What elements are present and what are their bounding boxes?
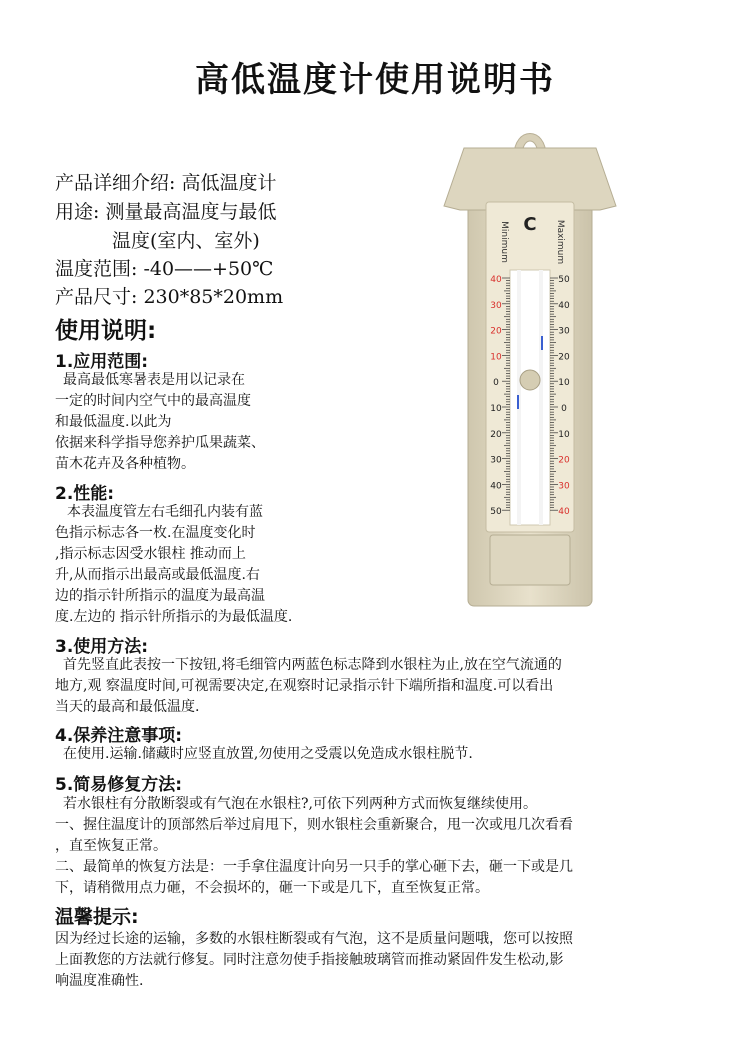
thermometer-cap: [444, 148, 616, 210]
tips-text: [55, 929, 573, 992]
scale-label: 0: [493, 378, 499, 389]
section5-line: ，直至恢复正常。: [55, 838, 167, 854]
scale-label: 40: [490, 481, 502, 492]
scale-label: 20: [558, 455, 570, 466]
scale-label: 20: [490, 429, 502, 440]
tips-line: 因为经过长途的运输，多数的水银柱断裂或有气泡，这不是质量问题哦，您可以按照: [55, 931, 573, 947]
section2-line: 度.左边的 指示针所指示的为最低温度.: [55, 609, 293, 625]
section2-text: [55, 502, 292, 628]
section1-line: 和最低温度.以此为: [55, 414, 172, 430]
intro-usage-line: 用途: 测量最高温度与最低: [55, 201, 277, 223]
celsius-label: C: [523, 214, 537, 235]
right-capillary: [539, 270, 543, 525]
section1-heading: 1.应用范围:: [55, 352, 149, 372]
section2-line: ,指示标志因受水银柱 推动而上: [55, 546, 246, 562]
section3-heading: 3.使用方法:: [55, 637, 149, 657]
scale-label: 20: [490, 326, 502, 337]
section1-line: 一定的时间内空气中的最高温度: [55, 393, 251, 409]
section5-text: [55, 794, 573, 899]
section4-text: [55, 744, 473, 765]
scale-label: 30: [490, 300, 502, 311]
section2-line: 本表温度管左右毛细孔内装有蓝: [67, 504, 263, 520]
scale-label: 10: [490, 352, 502, 363]
section5-line: 下，请稍微用点力砸，不会损坏的，砸一下或是几下，直至恢复正常。: [55, 880, 489, 896]
scale-label: 50: [490, 507, 502, 518]
section1-line: 依据来科学指导您养护瓜果蔬菜、: [55, 435, 265, 451]
section2-line: 升,从而指示出最高或最低温度.右: [55, 567, 260, 583]
scale-label: 30: [490, 455, 502, 466]
section2-heading: 2.性能:: [55, 484, 115, 504]
section1-line: 最高最低寒暑表是用以记录在: [63, 372, 245, 388]
tips-line: 上面教您的方法就行修复。同时注意勿使手指接触玻璃管而推动紧固件发生松动,影: [55, 952, 564, 968]
section5-line: 一、握住温度计的顶部然后举过肩甩下，则水银柱会重新聚合，甩一次或甩几次看看: [55, 817, 573, 833]
section3-line: 当天的最高和最低温度.: [55, 699, 200, 715]
scale-label: 30: [558, 326, 570, 337]
scale-label: 10: [558, 378, 570, 389]
thermometer-image: [440, 130, 620, 610]
scale-label: 40: [558, 300, 570, 311]
intro-range-line: 温度范围: -40——+50℃: [55, 258, 274, 280]
page-title: 高低温度计使用说明书: [195, 60, 555, 100]
section5-line: 若水银柱有分散断裂或有气泡在水银柱?,可依下列两种方式而恢复继续使用。: [63, 796, 537, 812]
section3-text: [55, 655, 562, 718]
min-indicator: [517, 395, 519, 409]
scale-label: 10: [490, 404, 502, 414]
section2-line: 色指示标志各一枚.在温度变化时: [55, 525, 256, 541]
section2-line: 边的指示针所指示的温度为最高温: [55, 588, 265, 604]
scale-label: 10: [558, 429, 570, 440]
scale-label: 50: [558, 275, 570, 285]
section4-line: 在使用.运输.储藏时应竖直放置,勿使用之受震以免造成水银柱脱节.: [63, 746, 473, 762]
section4-heading: 4.保养注意事项:: [55, 726, 183, 746]
scale-label: 20: [558, 352, 570, 363]
intro-usage-line-2: 温度(室内、室外): [112, 230, 260, 252]
reset-button[interactable]: [520, 370, 540, 390]
minimum-label: Minimum: [499, 221, 509, 263]
section3-line: 首先竖直此表按一下按钮,将毛细管内两蓝色标志降到水银柱为止,放在空气流通的: [63, 657, 562, 673]
scale-label: 0: [561, 404, 567, 414]
section5-line: 二、最简单的恢复方法是：一手拿住温度计向另一只手的掌心砸下去，砸一下或是几: [55, 859, 573, 875]
usage-heading: 使用说明:: [55, 318, 157, 344]
section3-line: 地方,观 察温度时间,可视需要决定,在观察时记录指示针下端所指和温度.可以看出: [55, 678, 554, 694]
scale-label: 40: [558, 507, 570, 518]
section1-text: [55, 370, 265, 475]
intro-size-line: 产品尺寸: 230*85*20mm: [55, 286, 284, 308]
section5-heading: 5.简易修复方法:: [55, 775, 183, 795]
maximum-label: Maximum: [555, 219, 565, 265]
tips-heading: 温馨提示:: [55, 906, 139, 928]
max-indicator: [541, 336, 543, 350]
scale-label: 40: [490, 275, 502, 285]
scale-label: 30: [558, 481, 570, 492]
tips-line: 响温度准确性.: [55, 973, 144, 989]
intro-product-line: 产品详细介绍: 高低温度计: [55, 172, 277, 194]
section1-line: 苗木花卉及各种植物。: [55, 456, 195, 472]
bottom-plate: [490, 535, 570, 585]
glass-tube: [510, 270, 550, 525]
